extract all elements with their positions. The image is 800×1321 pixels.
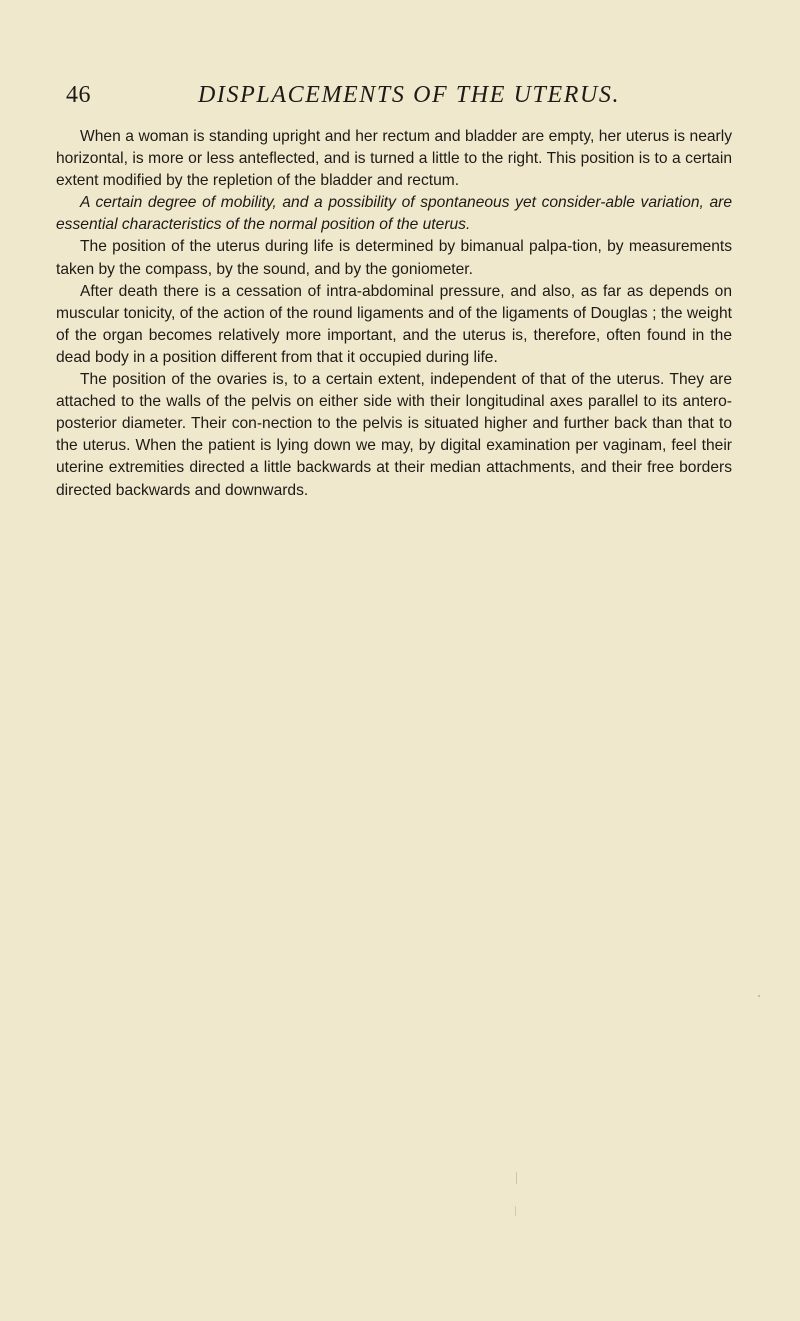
paper-speck — [516, 1172, 517, 1184]
page-number: 46 — [66, 82, 91, 108]
running-head — [66, 80, 742, 114]
paragraph-determination: The position of the uterus during life is determined by bimanual palpa-tion, by measurements taken by the compass, by the sound, and by the goniometer. — [56, 238, 732, 278]
chapter-title: DISPLACEMENTS OF THE UTERUS. — [198, 82, 621, 108]
paper-speck — [515, 1206, 516, 1216]
paragraph-uterus-position: When a woman is standing upright and her rectum and bladder are empty, her uterus is nearly horizontal, is more or less anteflected, and is turned a little to the right. This position is to a certain extent modified by the repletion of the bladder and rectum. — [56, 128, 732, 190]
paragraph-ovaries: The position of the ovaries is, to a certain extent, independent of that of the uterus. They are attached to the walls of the pelvis on either side with their longitudinal axes parallel to its antero-posterior diameter. Their con-nection to the pelvis is situated higher and further back than that to the uterus. When the patient is lying down we may, by digital examination per vaginam, feel their uterine extremities directed a little backwards at their median attachments, and their free borders directed backwards and downwards. — [56, 371, 732, 499]
paper-speck — [758, 995, 760, 997]
body-text — [56, 126, 732, 502]
paragraph-mobility: A certain degree of mobility, and a possibility of spontaneous yet consider-able variation, are essential characteristics of the normal position of the uterus. — [56, 194, 732, 234]
paragraph-after-death: After death there is a cessation of intra-abdominal pressure, and also, as far as depends on muscular tonicity, of the action of the round ligaments and of the ligaments of Douglas ; the weight of the organ becomes relatively more important, and the uterus is, therefore, often found in the dead body in a position different from that it occupied during life. — [56, 282, 732, 366]
